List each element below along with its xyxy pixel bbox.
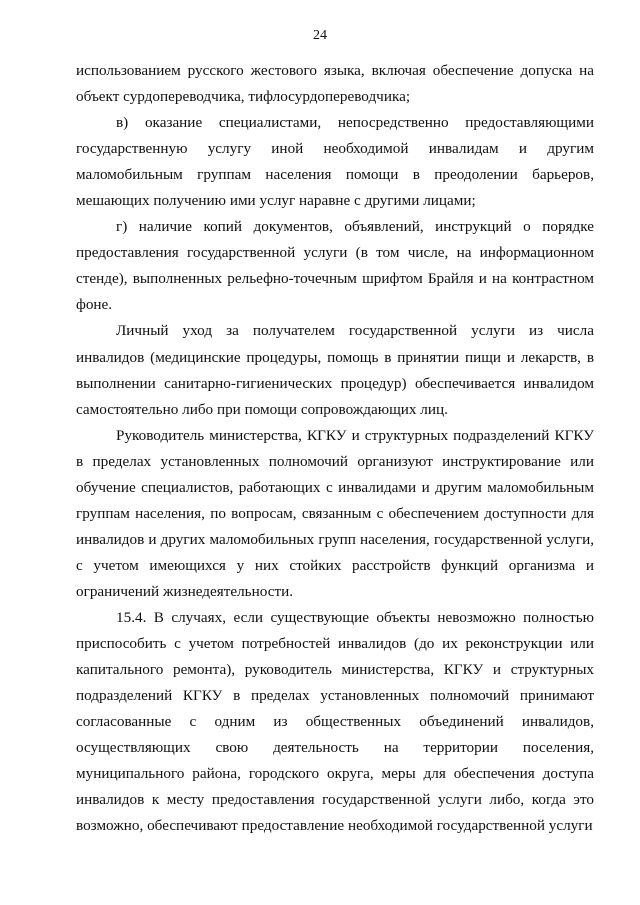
paragraph-section-15-4: 15.4. В случаях, если существующие объекты невозможно полностью приспособить с учетом потребностей инвалидов (до их реконструкции или капитального ремонта), руководитель министерства, КГКУ и структурных подразделений КГКУ в пределах установленных полномочий принимают согласованные с одним из общественных объединений инвалидов, осуществляющих свою деятельность на территории поселения, муниципального района, городского округа, меры для обеспечения доступа инвалидов к месту предоставления государственной услуги либо, когда это возможно, обеспечивают предоставление необходимой государственной услуги [76, 608, 594, 835]
page-body [76, 58, 594, 839]
paragraph-item-g: г) наличие копий документов, объявлений, инструкций о порядке предоставления государственной услуги (в том числе, на информационном стенде), выполненных рельефно-точечным шрифтом Брайля и на контрастном фоне. [76, 218, 594, 314]
paragraph-continuation: использованием русского жестового языка, включая обеспечение допуска на объект сурдопереводчика, тифлосурдопереводчика; [76, 62, 594, 106]
page-number: 24 [313, 28, 327, 43]
paragraph-personal-care: Личный уход за получателем государственной услуги из числа инвалидов (медицинские процедуры, помощь в принятии пищи и лекарств, в выполнении санитарно-гигиенических процедур) обеспечивается инвалидом самостоятельно либо при помощи сопровождающих лиц. [76, 322, 594, 418]
paragraph-item-v: в) оказание специалистами, непосредственно предоставляющими государственную услугу иной необходимой инвалидам и другим маломобильным группам населения помощи в преодолении барьеров, мешающих получению ими услуг наравне с другими лицами; [76, 114, 594, 210]
paragraph-staff-training: Руководитель министерства, КГКУ и структурных подразделений КГКУ в пределах установленных полномочий организуют инструктирование или обучение специалистов, работающих с инвалидами и другим маломобильным группам населения, по вопросам, связанным с обеспечением доступности для инвалидов и других маломобильных групп населения, государственной услуги, с учетом имеющихся у них стойких расстройств функций организма и ограничений жизнедеятельности. [76, 426, 594, 600]
